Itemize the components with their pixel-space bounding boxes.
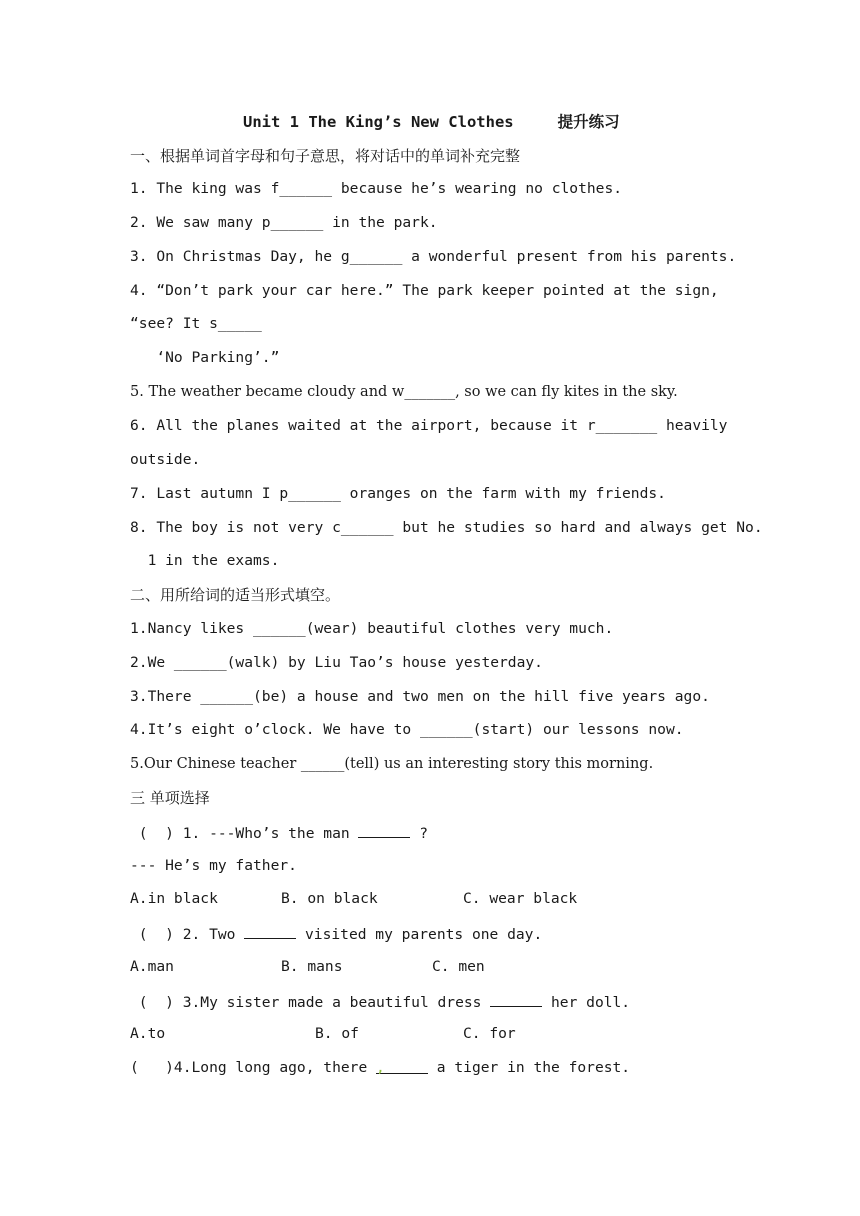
s1-item-7: 7. Last autumn I p______ oranges on the farm with my friends. [130,485,666,502]
s2-item-5: 5.Our Chinese teacher ______(tell) us an interesting story this morning. [130,756,654,772]
answer-blank [358,822,410,838]
option-b: B. of [315,1025,359,1042]
s3-q3 [130,991,630,1013]
s2-item-2: 2.We ______(walk) by Liu Tao’s house yesterday. [130,654,543,671]
answer-blank [376,1058,428,1074]
answer-blank [490,991,542,1007]
s1-item-8: 8. The boy is not very c______ but he studies so hard and always get No. [130,519,763,536]
s1-item-4-cont: “see? It s_____ [130,315,262,332]
title-english: Unit 1 The King’s New Clothes [243,113,514,131]
option-c: C. men [432,958,485,975]
s1-item-2: 2. We saw many p______ in the park. [130,214,438,231]
option-a: A.man [130,958,174,975]
blank-mark: , [376,1059,385,1076]
s3-q1-stem-b: ? [410,825,429,842]
s3-q4-stem-a: ( )4.Long long ago, there [130,1059,377,1076]
answer-blank [244,923,296,939]
title-chinese: 提升练习 [557,113,620,131]
s3-q2-stem-a: ( ) 2. Two [130,926,245,943]
s1-item-3: 3. On Christmas Day, he g______ a wonderful present from his parents. [130,248,737,265]
s3-q3-stem-a: ( ) 3.My sister made a beautiful dress [130,994,491,1011]
option-b: B. on black [281,890,378,907]
s3-q2 [130,923,542,945]
option-c: C. for [463,1025,516,1042]
option-a: A.to [130,1025,166,1042]
section3-heading: 三 单项选择 [130,789,210,807]
s1-item-6: 6. All the planes waited at the airport, because it r_______ heavily [130,417,728,434]
option-a: A.in black [130,890,218,907]
s3-q4-stem-b: a tiger in the forest. [428,1059,631,1076]
option-c: C. wear black [463,890,578,907]
s1-item-1: 1. The king was f______ because he’s wearing no clothes. [130,180,623,197]
s3-q1 [130,822,428,844]
s1-item-4-cont2: ‘No Parking’.” [130,349,280,366]
s3-q1-answer: --- He’s my father. [130,857,297,874]
s1-item-6-cont: outside. [130,451,201,468]
s3-q1-stem-a: ( ) 1. ---Who’s the man [130,825,359,842]
option-b: B. mans [281,958,343,975]
s1-item-4: 4. “Don’t park your car here.” The park keeper pointed at the sign, [130,282,719,299]
s1-item-8-cont: 1 in the exams. [130,552,280,569]
s2-item-4: 4.It’s eight o’clock. We have to ______(start) our lessons now. [130,721,684,738]
s3-q2-stem-b: visited my parents one day. [296,926,543,943]
s2-item-3: 3.There ______(be) a house and two men on the hill five years ago. [130,688,710,705]
s2-item-1: 1.Nancy likes ______(wear) beautiful clothes very much. [130,620,614,637]
section2-heading: 二、用所给词的适当形式填空。 [130,586,341,604]
s1-item-5: 5. The weather became cloudy and w_______, so we can fly kites in the sky. [130,384,678,400]
page-title [243,111,620,133]
section1-heading: 一、根据单词首字母和句子意思，将对话中的单词补充完整 [130,147,521,165]
s3-q4 [130,1058,630,1078]
s3-q3-stem-b: her doll. [542,994,631,1011]
